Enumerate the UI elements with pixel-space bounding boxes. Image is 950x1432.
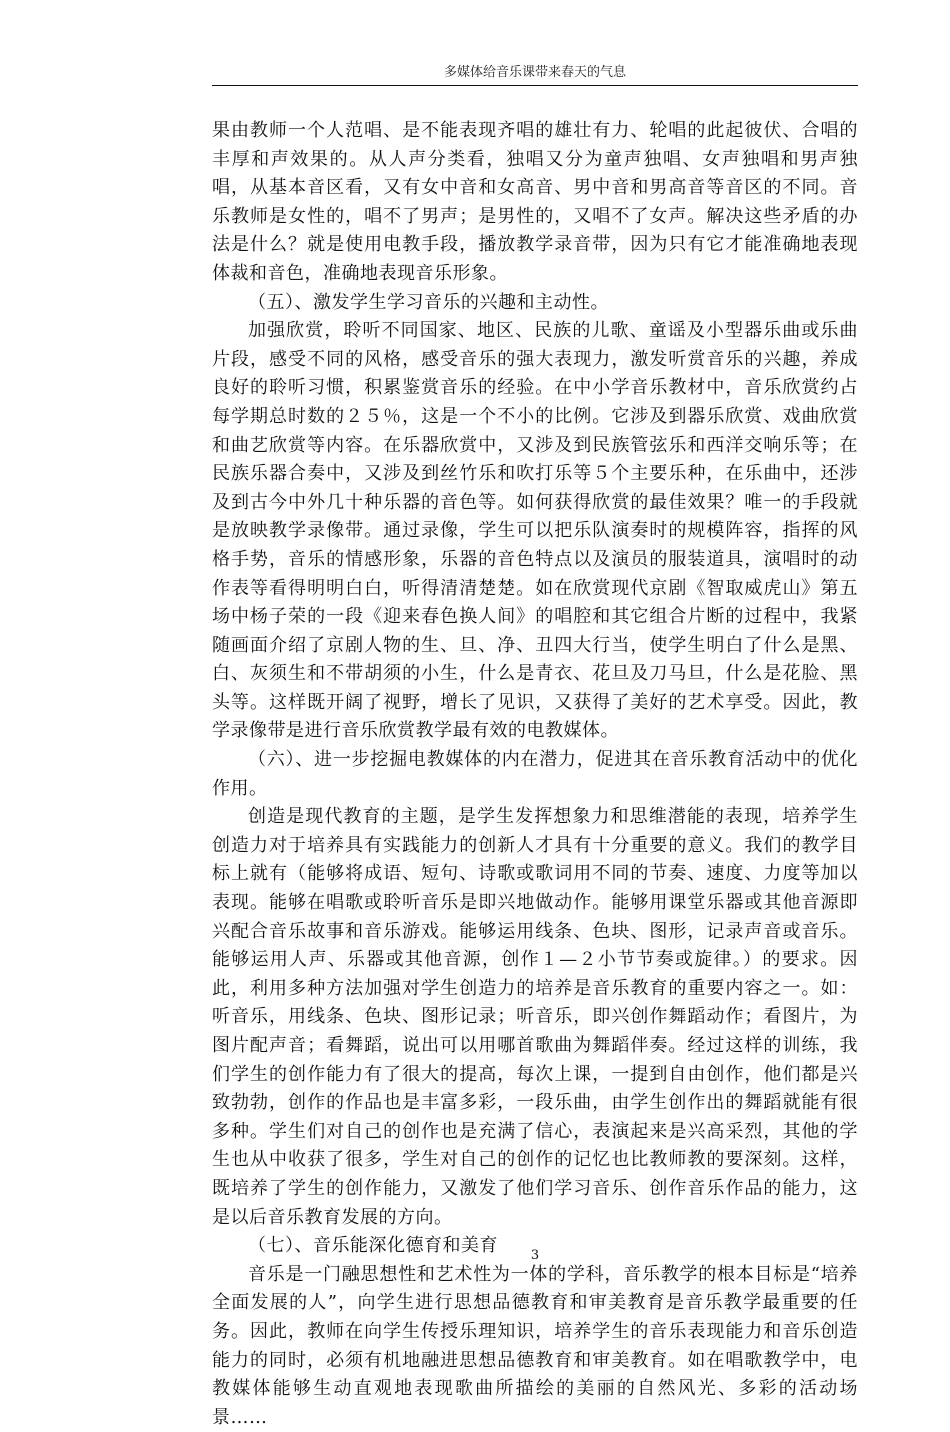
section-heading-6: （六）、进一步挖掘电教媒体的内在潜力，促进其在音乐教育活动中的优化作用。 bbox=[212, 749, 858, 799]
header-rule bbox=[212, 85, 858, 86]
running-header: 多媒体给音乐课带来春天的气息 bbox=[443, 65, 626, 80]
paragraph: 音乐是一门融思想性和艺术性为一体的学科，音乐教学的根本目标是“培养全面发展的人”，向学生进行思想品德教育和审美教育是音乐教学最重要的任务。因此，教师在向学生传授乐理知识，培养学生的音乐表现能力和音乐创造能力的同时，必须有机地融进思想品德教育和审美教育。如在唱歌教学中，电教媒体能够生动直观地表现歌曲所描绘的美丽的自然风光、多彩的活动场景…… bbox=[212, 1263, 858, 1428]
document-body bbox=[212, 117, 858, 1432]
section-heading-7: （七）、音乐能深化德育和美育 bbox=[248, 1235, 498, 1257]
paragraph: 加强欣赏，聆听不同国家、地区、民族的儿歌、童谣及小型器乐曲或乐曲片段，感受不同的风格，感受音乐的强大表现力，激发听赏音乐的兴趣，养成良好的聆听习惯，积累鉴赏音乐的经验。在中小学音乐教材中，音乐欣赏约占每学期总时数的２５％，这是一个不小的比例。它涉及到器乐欣赏、戏曲欣赏和曲艺欣赏等内容。在乐器欣赏中，又涉及到民族管弦乐和西洋交响乐等；在民族乐器合奏中，又涉及到丝竹乐和吹打乐等５个主要乐种，在乐曲中，还涉及到古今中外几十种乐器的音色等。如何获得欣赏的最佳效果？唯一的手段就是放映教学录像带。通过录像，学生可以把乐队演奏时的规模阵容，指挥的风格手势，音乐的情感形象，乐器的音色特点以及演员的服装道具，演唱时的动作表等看得明明白白，听得清清楚楚。如在欣赏现代京剧《智取威虎山》第五场中杨子荣的一段《迎来春色换人间》的唱腔和其它组合片断的过程中，我紧随画面介绍了京剧人物的生、旦、净、丑四大行当，使学生明白了什么是黑、白、灰须生和不带胡须的小生，什么是青衣、花旦及刀马旦，什么是花脸、黑头等。这样既开阔了视野，增长了见识，又获得了美好的艺术享受。因此，教学录像带是进行音乐欣赏教学最有效的电教媒体。 bbox=[212, 320, 858, 742]
page-number: 3 bbox=[530, 1248, 540, 1263]
section-heading-5: （五）、激发学生学习音乐的兴趣和主动性。 bbox=[248, 291, 609, 313]
paragraph: 创造是现代教育的主题，是学生发挥想象力和思维潜能的表现，培养学生创造力对于培养具有实践能力的创新人才具有十分重要的意义。我们的教学目标上就有（能够将成语、短句、诗歌或歌词用不同的节奏、速度、力度等加以表现。能够在唱歌或聆听音乐是即兴地做动作。能够用课堂乐器或其他音源即兴配合音乐故事和音乐游戏。能够运用线条、色块、图形，记录声音或音乐。能够运用人声、乐器或其他音源，创作１—２小节节奏或旋律。）的要求。因此，利用多种方法加强对学生创造力的培养是音乐教育的重要内容之一。如：听音乐，用线条、色块、图形记录；听音乐，即兴创作舞蹈动作；看图片，为图片配声音；看舞蹈，说出可以用哪首歌曲为舞蹈伴奏。经过这样的训练，我们学生的创作能力有了很大的提高，每次上课，一提到自由创作，他们都是兴致勃勃，创作的作品也是丰富多彩，一段乐曲，由学生创作出的舞蹈就能有很多种。学生们对自己的创作也是充满了信心，表演起来是兴高采烈，其他的学生也从中收获了很多，学生对自己的创作的记忆也比教师教的要深刻。这样，既培养了学生的创作能力，又激发了他们学习音乐、创作音乐作品的能力，这是以后音乐教育发展的方向。 bbox=[212, 806, 858, 1228]
paragraph-continuation: 果由教师一个人范唱、是不能表现齐唱的雄壮有力、轮唱的此起彼伏、合唱的丰厚和声效果的。从人声分类看，独唱又分为童声独唱、女声独唱和男声独唱，从基本音区看，又有女中音和女高音、男中音和男高音等音区的不同。音乐教师是女性的，唱不了男声；是男性的，又唱不了女声。解决这些矛盾的办法是什么？就是使用电教手段，播放教学录音带，因为只有它才能准确地表现体裁和音色，准确地表现音乐形象。 bbox=[212, 120, 858, 284]
